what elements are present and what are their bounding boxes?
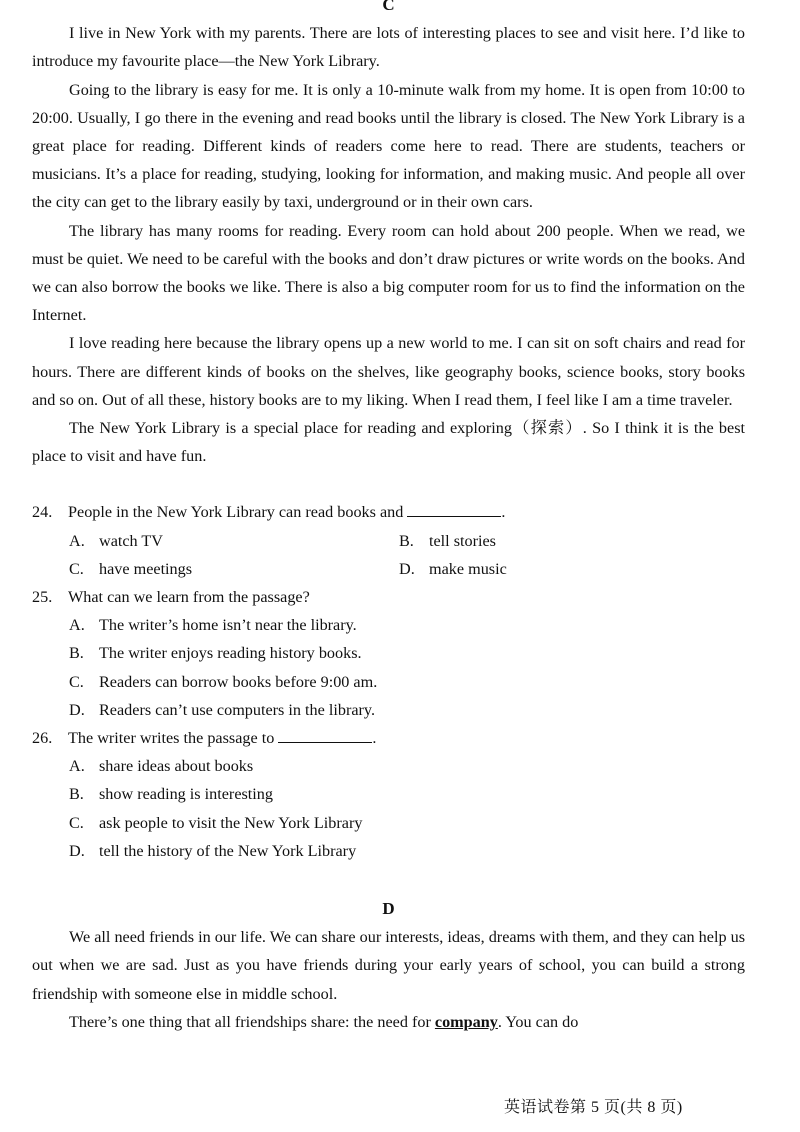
option-text: tell stories <box>429 531 496 550</box>
question-stem: People in the New York Library can read books and <box>68 503 404 522</box>
option-a <box>69 527 399 555</box>
question-stem-end: . <box>501 503 506 522</box>
paragraph-text-end: . You can do <box>497 1012 579 1031</box>
option-letter: C. <box>69 813 84 832</box>
option-text: The writer’s home isn’t near the library. <box>99 616 357 635</box>
section-d-title: D <box>382 899 395 919</box>
option-letter: B. <box>69 644 84 663</box>
section-c-paragraph-4: I love reading here because the library opens up a new world to me. I can sit on soft chairs and read for hours. There are different kinds of books on the shelves, like geography books, science books, story books and so on. Out of all these, history books are to my liking. When I read them, I feel like I am a time traveler. <box>32 334 745 409</box>
option-letter: A. <box>69 531 85 550</box>
option-d <box>32 837 745 865</box>
option-letter: A. <box>69 757 85 776</box>
question-26 <box>32 724 745 752</box>
section-c-paragraph-3: The library has many rooms for reading. Every room can hold about 200 people. When we read, we must be quiet. We need to be careful with the books and don’t draw pictures or write words on the books. And we can also borrow the books we like. There is also a big computer room for us to find the information on the Internet. <box>32 221 745 325</box>
option-d <box>399 555 729 583</box>
option-letter: C. <box>69 559 84 578</box>
option-text: have meetings <box>99 559 193 578</box>
option-text: share ideas about books <box>99 757 254 776</box>
option-d <box>32 696 745 724</box>
question-stem: What can we learn from the passage? <box>68 588 310 607</box>
option-c <box>32 809 745 837</box>
option-text: The writer enjoys reading history books. <box>99 644 362 663</box>
section-c-paragraph-5: The New York Library is a special place for reading and exploring（探索）. So I think it is the best place to visit and have fun. <box>32 419 745 466</box>
question-number: 25. <box>32 588 53 607</box>
page-footer: 英语试卷第 5 页(共 8 页) <box>504 1099 683 1116</box>
option-letter: B. <box>69 785 84 804</box>
exam-page <box>32 0 745 1036</box>
option-letter: D. <box>69 841 85 860</box>
option-text: Readers can borrow books before 9:00 am. <box>99 672 378 691</box>
option-c <box>69 555 399 583</box>
paragraph-text: There’s one thing that all friendships share: the need for <box>69 1012 431 1031</box>
section-c-paragraph-1: I live in New York with my parents. There are lots of interesting places to see and visit here. I’d like to introduce my favourite place—the New York Library. <box>32 24 745 71</box>
option-text: watch TV <box>99 531 163 550</box>
section-c-title: C <box>382 0 395 14</box>
section-d-paragraph-2 <box>32 1008 745 1036</box>
answer-blank <box>407 500 501 517</box>
section-d-paragraph-1: We all need friends in our life. We can share our interests, ideas, dreams with them, and they can help us out when we are sad. Just as you have friends during your early years of school, you can build a strong friendship with someone else in middle school. <box>32 928 745 1003</box>
question-stem: The writer writes the passage to <box>68 729 275 748</box>
option-text: Readers can’t use computers in the library. <box>99 700 375 719</box>
question-stem-end: . <box>372 729 377 748</box>
section-c-paragraph-2: Going to the library is easy for me. It is only a 10-minute walk from my home. It is open from 10:00 to 20:00. Usually, I go there in the evening and read books until the library is closed. The New York Library is a great place for reading. Different kinds of readers come here to read. There are students, teachers or musicians. It’s a place for reading, studying, looking for information, and making music. And people all over the city can get to the library easily by taxi, underground or in their own cars. <box>32 80 745 212</box>
option-text: tell the history of the New York Library <box>99 841 357 860</box>
option-letter: D. <box>69 700 85 719</box>
question-24 <box>32 498 745 526</box>
option-letter: B. <box>399 531 414 550</box>
option-text: make music <box>429 559 507 578</box>
option-b <box>399 527 729 555</box>
option-a <box>32 752 745 780</box>
option-b <box>32 639 745 667</box>
option-b <box>32 780 745 808</box>
question-25 <box>32 583 745 611</box>
option-c <box>32 668 745 696</box>
option-letter: C. <box>69 672 84 691</box>
option-letter: A. <box>69 616 85 635</box>
option-text: show reading is interesting <box>99 785 273 804</box>
question-number: 24. <box>32 503 53 522</box>
option-text: ask people to visit the New York Library <box>99 813 363 832</box>
option-letter: D. <box>399 559 415 578</box>
keyword-company: company <box>434 1012 498 1031</box>
answer-blank <box>278 726 372 743</box>
question-number: 26. <box>32 729 53 748</box>
option-a <box>32 611 745 639</box>
options-row <box>32 527 745 555</box>
options-row <box>32 555 745 583</box>
